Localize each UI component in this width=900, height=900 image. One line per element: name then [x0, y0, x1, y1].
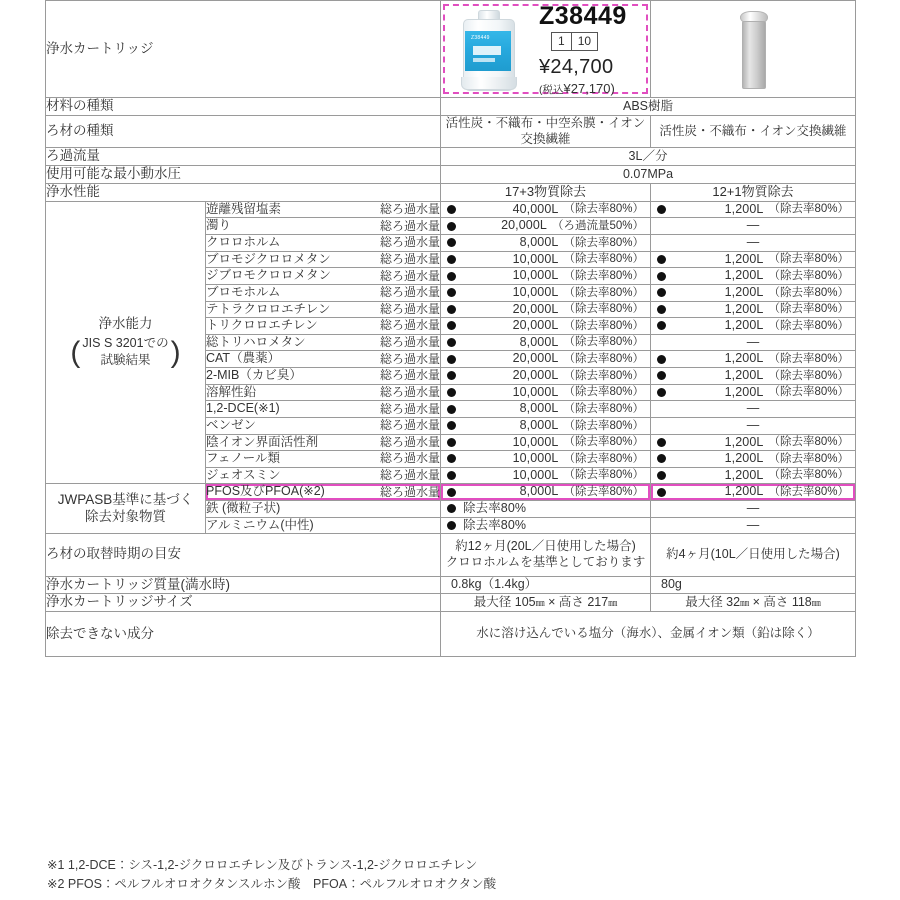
removal-rate: （除去率80%）: [768, 469, 849, 482]
table-row: 鉄 (微粒子状) 除去率80% —: [46, 501, 856, 518]
removal-dot-icon: [447, 205, 456, 214]
removal-dot-icon: [657, 321, 666, 330]
substance-name-cell: [206, 351, 441, 368]
removal-volume: 除去率80%: [463, 501, 527, 515]
price-incl-tax: [539, 81, 650, 97]
removal-volume: 10,000L: [512, 268, 559, 283]
substance-unit: 総ろ過水量: [379, 235, 440, 250]
size-a-diameter: 最大径 105: [473, 595, 536, 609]
removal-dot-icon: [657, 488, 666, 497]
substance-unit: 総ろ過水量: [379, 335, 440, 350]
table-row-pressure: [46, 166, 856, 184]
removal-dot-icon: [657, 438, 666, 447]
removal-volume: 1,200L: [724, 351, 764, 366]
table-row-flow: [46, 148, 856, 166]
removal-volume: 1,200L: [724, 434, 764, 449]
substance-name: 2-MIB（カビ臭）: [206, 368, 302, 382]
pressure-label: 使用可能な最小動水圧: [46, 166, 441, 184]
substance-name-cell: [206, 201, 441, 218]
substance-name: ベンゼン: [206, 417, 257, 432]
removal-dot-icon: [657, 471, 666, 480]
substance-unit: 総ろ過水量: [379, 418, 440, 433]
removal-rate: （ろ過流量50%）: [551, 220, 644, 232]
removal-dot-icon: [447, 238, 456, 247]
removal-dot-icon: [657, 388, 666, 397]
substance-name: トリクロロエチレン: [206, 318, 318, 333]
removal-volume: 1,200L: [724, 318, 764, 333]
removal-dot-icon: [447, 454, 456, 463]
quantity-stepper[interactable]: [551, 32, 598, 51]
table-row: 総トリハロメタン 総ろ過水量 8,000L （除去率80%） —: [46, 334, 856, 351]
substance-unit: 総ろ過水量: [379, 251, 440, 266]
removal-rate: （除去率80%）: [768, 269, 849, 282]
substance-unit: 総ろ過水量: [379, 484, 440, 499]
removal-volume: 8,000L: [519, 334, 559, 349]
pressure-value: 0.07MPa: [441, 166, 856, 184]
replacement-value-a-line1: 約12ヶ月(20L／日使用した場合): [455, 539, 636, 554]
removal-volume: 1,200L: [724, 484, 764, 499]
water-purifier-cartridge-large-icon: Z38449: [455, 9, 521, 89]
removal-dot-icon: [447, 504, 456, 513]
substance-name: 陰イオン界面活性剤: [206, 434, 319, 449]
performance-header-a: 17+3物質除去: [441, 183, 651, 201]
performance-header-b: 12+1物質除去: [651, 183, 856, 201]
size-a-unit1: ㎜: [535, 598, 545, 608]
filter-media-value-a: 活性炭・不織布・中空糸膜・イオン交換繊維: [441, 115, 651, 147]
removal-dot-icon: [447, 305, 456, 314]
substance-unit: 総ろ過水量: [379, 285, 440, 300]
substance-unit: 総ろ過水量: [379, 434, 440, 449]
removal-volume: 1,200L: [724, 251, 764, 266]
substance-name: 遊離残留塩素: [206, 201, 282, 216]
table-row: 濁り 総ろ過水量 20,000L （ろ過流量50%） —: [46, 218, 856, 235]
table-row: ベンゼン 総ろ過水量 8,000L （除去率80%） —: [46, 417, 856, 434]
removal-volume: 除去率80%: [463, 517, 527, 532]
removal-dot-icon: [447, 521, 456, 530]
removal-rate: （除去率80%）: [563, 203, 644, 216]
flow-label: ろ過流量: [46, 148, 441, 166]
size-b-height: × 高さ 118: [749, 595, 812, 609]
removal-volume: 10,000L: [512, 451, 559, 466]
removal-rate: （除去率80%）: [768, 486, 849, 498]
substance-name: テトラクロロエチレン: [206, 301, 331, 316]
removal-dot-icon: [657, 272, 666, 281]
substance-unit: 総ろ過水量: [379, 351, 440, 366]
removal-volume: 1,200L: [724, 284, 764, 299]
table-row: クロロホルム 総ろ過水量 8,000L （除去率80%） —: [46, 235, 856, 252]
size-a-height: × 高さ 217: [544, 595, 609, 609]
specification-table: [45, 0, 856, 657]
removal-rate: （除去率80%）: [563, 286, 644, 299]
removal-dot-icon: [447, 338, 456, 347]
weight-value-a: 0.8kg（1.4kg）: [441, 576, 651, 594]
table-row-size: [46, 594, 856, 612]
removal-rate: （除去率80%）: [563, 469, 644, 482]
replacement-value-a: [441, 534, 651, 576]
size-b-diameter: 最大径 32: [685, 595, 741, 609]
substance-name: ブロモホルム: [206, 284, 281, 299]
table-row-performance-header: [46, 183, 856, 201]
size-label: 浄水カートリッジサイズ: [46, 594, 441, 612]
performance-rows: [46, 201, 856, 484]
removal-rate: （除去率80%）: [563, 319, 644, 332]
removal-volume: 1,200L: [724, 301, 764, 316]
removal-dot-icon: [657, 205, 666, 214]
removal-volume: 20,000L: [512, 351, 559, 366]
capability-sub1: JIS S 3201での: [82, 336, 169, 351]
substance-unit: 総ろ過水量: [379, 301, 440, 316]
removal-rate: （除去率80%）: [563, 402, 644, 415]
substance-unit: 総ろ過水量: [379, 384, 440, 399]
substance-unit: 総ろ過水量: [379, 468, 440, 483]
removal-rate: （除去率80%）: [563, 269, 644, 282]
substance-name-cell: [206, 401, 441, 418]
substance-unit: 総ろ過水量: [379, 368, 440, 383]
jwpasb-label-cell: [46, 484, 206, 534]
substance-name-cell: [206, 434, 441, 451]
removal-dot-icon: [657, 355, 666, 364]
tax-prefix: (税込: [539, 84, 564, 96]
flow-value: 3L／分: [441, 148, 856, 166]
table-row-not-removable: [46, 612, 856, 657]
removal-rate: （除去率80%）: [563, 303, 644, 316]
capability-sub2: 試験結果: [100, 353, 151, 367]
substance-name-cell: [206, 218, 441, 235]
substance-unit: 総ろ過水量: [379, 218, 440, 233]
table-row-cartridge: [46, 1, 856, 98]
substance-name-cell: [206, 501, 441, 518]
substance-name: ジェオスミン: [206, 467, 281, 482]
removal-dot-icon: [447, 438, 456, 447]
substance-name: 溶解性鉛: [206, 384, 257, 399]
removal-volume: 1,200L: [724, 201, 764, 216]
size-b-unit2: ㎜: [811, 598, 821, 608]
removal-rate: （除去率80%）: [768, 369, 849, 382]
substance-unit: 総ろ過水量: [379, 401, 440, 416]
jwpasb-label-line2: 除去対象物質: [85, 508, 166, 524]
jwpasb-label-line1: JWPASB基準に基づく: [57, 491, 194, 507]
quantity-current[interactable]: 1: [552, 33, 572, 50]
removal-dot-icon: [447, 421, 456, 430]
removal-dot-icon: [657, 305, 666, 314]
cartridge-row-label: 浄水カートリッジ: [46, 40, 154, 56]
substance-name: フェノール類: [206, 451, 281, 466]
cartridge-option-a-cell[interactable]: [441, 1, 651, 98]
removal-rate: （除去率80%）: [768, 319, 849, 332]
substance-unit: 総ろ過水量: [379, 268, 440, 283]
removal-volume: 8,000L: [519, 401, 559, 416]
table-row-replacement: [46, 534, 856, 576]
removal-rate: （除去率80%）: [563, 353, 644, 365]
filter-media-value-b: 活性炭・不織布・イオン交換繊維: [651, 115, 856, 147]
table-row: 1,2-DCE(※1) 総ろ過水量 8,000L （除去率80%） —: [46, 401, 856, 418]
removal-dot-icon: [447, 405, 456, 414]
substance-name-cell: [206, 284, 441, 301]
substance-name-cell: [206, 384, 441, 401]
substance-name-cell: [206, 368, 441, 385]
removal-dot-icon: [447, 471, 456, 480]
removal-rate: （除去率80%）: [563, 452, 644, 465]
substance-name: アルミニウム(中性): [206, 517, 314, 532]
size-value-a: [441, 594, 651, 612]
removal-volume: 10,000L: [512, 434, 559, 449]
removal-volume: 20,000L: [501, 218, 547, 233]
substance-name-cell: [206, 318, 441, 335]
performance-label: 浄水性能: [46, 183, 441, 201]
substance-name-cell: [206, 517, 441, 534]
table-row-weight: [46, 576, 856, 594]
removal-dot-icon: [657, 371, 666, 380]
removal-dot-icon: [447, 272, 456, 281]
substance-name: ジブロモクロロメタン: [206, 268, 332, 283]
substance-name: PFOS及びPFOA(※2): [206, 484, 325, 499]
removal-rate: （除去率80%）: [563, 436, 644, 449]
substance-name: クロロホルム: [206, 235, 281, 249]
removal-volume: 1,200L: [724, 384, 764, 399]
substance-name-cell: [206, 334, 441, 351]
removal-rate: （除去率80%）: [768, 452, 849, 465]
filter-media-label: ろ材の種類: [46, 115, 441, 147]
removal-rate: （除去率80%）: [768, 386, 849, 399]
material-label: 材料の種類: [46, 98, 441, 116]
replacement-value-b: 約4ヶ月(10L／日使用した場合): [651, 534, 856, 576]
removal-rate: （除去率80%）: [563, 419, 644, 432]
size-b-unit1: ㎜: [740, 598, 750, 608]
substance-unit: 総ろ過水量: [379, 451, 440, 466]
removal-rate: （除去率80%）: [768, 353, 849, 365]
weight-label: 浄水カートリッジ質量(満水時): [46, 576, 441, 594]
sku-code: Z38449: [539, 1, 627, 30]
substance-name: ブロモジクロロメタン: [206, 251, 331, 266]
not-removable-value: 水に溶け込んでいる塩分（海水）、金属イオン類（鉛は除く）: [441, 612, 856, 657]
substance-name: CAT（農薬）: [206, 351, 281, 366]
removal-rate: （除去率80%）: [563, 236, 644, 249]
quantity-max[interactable]: 10: [577, 34, 592, 48]
removal-dot-icon: [447, 222, 456, 231]
substance-unit: 総ろ過水量: [379, 318, 440, 333]
removal-rate: （除去率80%）: [768, 286, 849, 299]
size-a-unit2: ㎜: [608, 598, 618, 608]
weight-value-b: 80g: [651, 576, 856, 594]
removal-rate: （除去率80%）: [768, 303, 849, 316]
substance-name-cell: [206, 417, 441, 434]
removal-volume: 40,000L: [512, 201, 559, 216]
removal-dot-icon: [447, 371, 456, 380]
substance-name: 濁り: [206, 218, 232, 233]
removal-volume: 1,200L: [724, 451, 764, 466]
removal-volume: 20,000L: [512, 301, 559, 316]
removal-dot-icon: [447, 488, 456, 497]
footnotes: [47, 856, 496, 895]
removal-rate: （除去率80%）: [768, 253, 849, 266]
water-purifier-cartridge-small-icon: [740, 11, 766, 87]
removal-rate: （除去率80%）: [768, 436, 849, 449]
removal-volume: 8,000L: [519, 484, 559, 499]
footnote-2: ※2 PFOS：ペルフルオロオクタンスルホン酸 PFOA：ペルフルオロオクタン酸: [47, 877, 497, 892]
table-row: [46, 201, 856, 218]
removal-volume: 20,000L: [512, 368, 559, 382]
substance-name: 総トリハロメタン: [206, 334, 306, 349]
removal-dot-icon: [657, 255, 666, 264]
removal-rate: （除去率80%）: [563, 386, 644, 399]
substance-name-cell: [206, 251, 441, 268]
not-removable-label: 除去できない成分: [46, 612, 441, 657]
substance-name-cell: [206, 451, 441, 468]
removal-rate: （除去率80%）: [768, 203, 849, 216]
removal-volume: 20,000L: [512, 318, 559, 333]
table-row-material: [46, 98, 856, 116]
footnote-1: ※1 1,2-DCE：シス-1,2-ジクロロエチレン及びトランス-1,2-ジクロロエチレン: [47, 858, 478, 872]
table-row-highlighted: [46, 484, 856, 501]
removal-volume: 10,000L: [512, 384, 559, 399]
removal-rate: （除去率80%）: [563, 253, 644, 266]
substance-unit: 総ろ過水量: [379, 202, 440, 217]
price-excl-tax: ¥24,700: [539, 56, 614, 78]
substance-name: 1,2-DCE(※1): [206, 401, 280, 416]
removal-volume: 10,000L: [512, 251, 559, 266]
replacement-value-a-line2: クロロホルムを基準としております: [445, 554, 646, 569]
cartridge-row-label-cell: [46, 1, 441, 98]
removal-dot-icon: [447, 288, 456, 297]
removal-volume: 1,200L: [724, 467, 764, 482]
removal-volume: 8,000L: [519, 417, 559, 432]
removal-dot-icon: [657, 454, 666, 463]
substance-name-cell: [206, 235, 441, 252]
capability-label: 浄水能力: [98, 316, 153, 332]
removal-dot-icon: [447, 355, 456, 364]
substance-name-cell: [206, 301, 441, 318]
table-row: アルミニウム(中性) 除去率80% —: [46, 517, 856, 534]
size-value-b: [651, 594, 856, 612]
jwpasb-rows: [46, 484, 856, 534]
substance-name-cell: [206, 484, 441, 501]
removal-dot-icon: [447, 255, 456, 264]
tax-amount: ¥27,170): [563, 81, 615, 96]
removal-volume: 1,200L: [724, 268, 764, 283]
removal-dot-icon: [657, 288, 666, 297]
removal-volume: 10,000L: [512, 284, 559, 299]
substance-name: 鉄 (微粒子状): [206, 501, 281, 515]
capability-label-cell: 浄水能力 ( JIS S 3201での 試験結果 ): [46, 201, 206, 484]
removal-dot-icon: [447, 321, 456, 330]
substance-name-cell: [206, 268, 441, 285]
replacement-label: ろ材の取替時期の目安: [46, 534, 441, 576]
table-row-filter-media: [46, 115, 856, 147]
removal-volume: 10,000L: [512, 467, 559, 482]
removal-rate: （除去率80%）: [563, 336, 644, 349]
removal-dot-icon: [447, 388, 456, 397]
removal-volume: 1,200L: [724, 368, 764, 382]
material-value: ABS樹脂: [441, 98, 856, 116]
substance-name-cell: [206, 467, 441, 484]
removal-rate: （除去率80%）: [563, 369, 644, 382]
cartridge-option-b-cell[interactable]: [651, 1, 856, 98]
removal-rate: （除去率80%）: [563, 486, 644, 498]
removal-volume: 8,000L: [519, 235, 559, 249]
